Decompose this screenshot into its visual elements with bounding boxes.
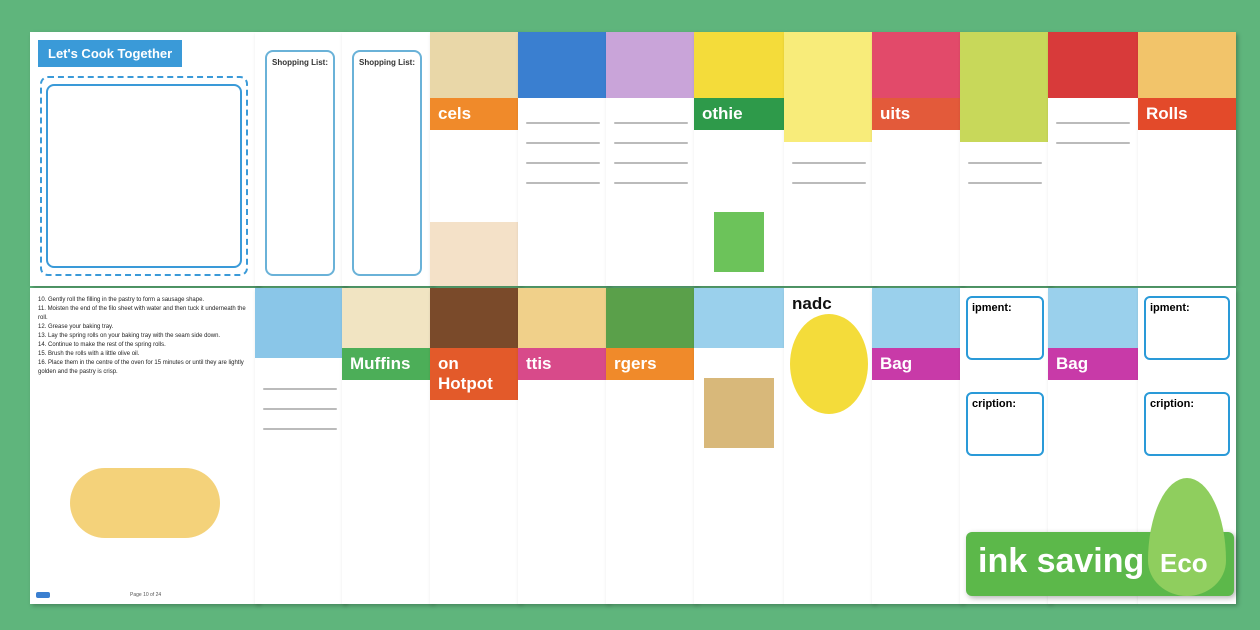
step: 13. Lay the spring rolls on your baking tray with the seam side down. [38, 333, 221, 339]
steps-list [38, 296, 250, 377]
recipe-title: Rolls [1138, 98, 1236, 130]
description-label: cription: [1150, 398, 1194, 410]
description-box [966, 392, 1044, 456]
recipe-chapattis [518, 288, 608, 604]
recipe-title: othie [694, 98, 784, 130]
ink-saving-text: ink saving [978, 542, 1145, 580]
shopping-list-label: Shopping List: [272, 58, 328, 67]
step: 11. Moisten the end of the filo sheet with water and then tuck it underneath the roll. [38, 306, 246, 321]
cover-page [30, 32, 258, 286]
recipe-title: rgers [606, 348, 696, 380]
step: 14. Continue to make the rest of the spring rolls. [38, 342, 166, 348]
description-box [1144, 392, 1230, 456]
recipe-soup [960, 32, 1050, 286]
recipe-sauce [255, 288, 345, 604]
recipe-lemonade [784, 288, 874, 604]
spring-roll-steps-page [30, 288, 258, 604]
recipe-smoothie [694, 32, 784, 286]
recipe-spring-rolls [1138, 32, 1236, 286]
recipe-burgers [606, 288, 696, 604]
shopping-list-label: Shopping List: [359, 58, 415, 67]
recipe-title: cels [430, 98, 520, 130]
description-label: cription: [972, 398, 1016, 410]
equipment-box [966, 296, 1044, 360]
shopping-list-page-1 [255, 32, 345, 286]
shopping-list-page-2 [342, 32, 432, 286]
recipe-muffin-info [784, 32, 874, 286]
equipment-box [1144, 296, 1230, 360]
recipe-bread [518, 32, 608, 286]
equipment-label: ipment: [972, 302, 1012, 314]
equipment-label: ipment: [1150, 302, 1190, 314]
spring-rolls-illustration [70, 468, 220, 538]
recipe-title: Bag [872, 348, 962, 380]
recipe-biscuits [872, 32, 962, 286]
eco-text: Eco [1160, 548, 1208, 578]
recipe-title: uits [872, 98, 962, 130]
recipe-pancakes [430, 32, 520, 286]
step: 15. Brush the rolls with a little olive oil. [38, 351, 140, 357]
step: 10. Gently roll the filling in the pastry to form a sausage shape. [38, 297, 205, 303]
page-number: Page 10 of 24 [130, 592, 162, 598]
cover-title: Let's Cook Together [38, 40, 182, 67]
recipe-owl [606, 32, 696, 286]
recipe-title: Muffins [342, 348, 432, 380]
step: 12. Grease your baking tray. [38, 324, 114, 330]
recipe-muffins [342, 288, 432, 604]
recipe-title: ttis [518, 348, 608, 380]
recipe-title: on Hotpot [430, 348, 520, 400]
recipe-title: nadc [784, 288, 874, 320]
recipe-fish [694, 288, 784, 604]
recipe-title: Bag [1048, 348, 1138, 380]
recipe-ice-cream-bag [872, 288, 962, 604]
recipe-hotpot [430, 288, 520, 604]
recipe-soup-2 [1048, 32, 1138, 286]
step: 16. Place them in the centre of the oven for 15 minutes or until they are lightly golden and the pastry is crisp. [38, 360, 244, 375]
